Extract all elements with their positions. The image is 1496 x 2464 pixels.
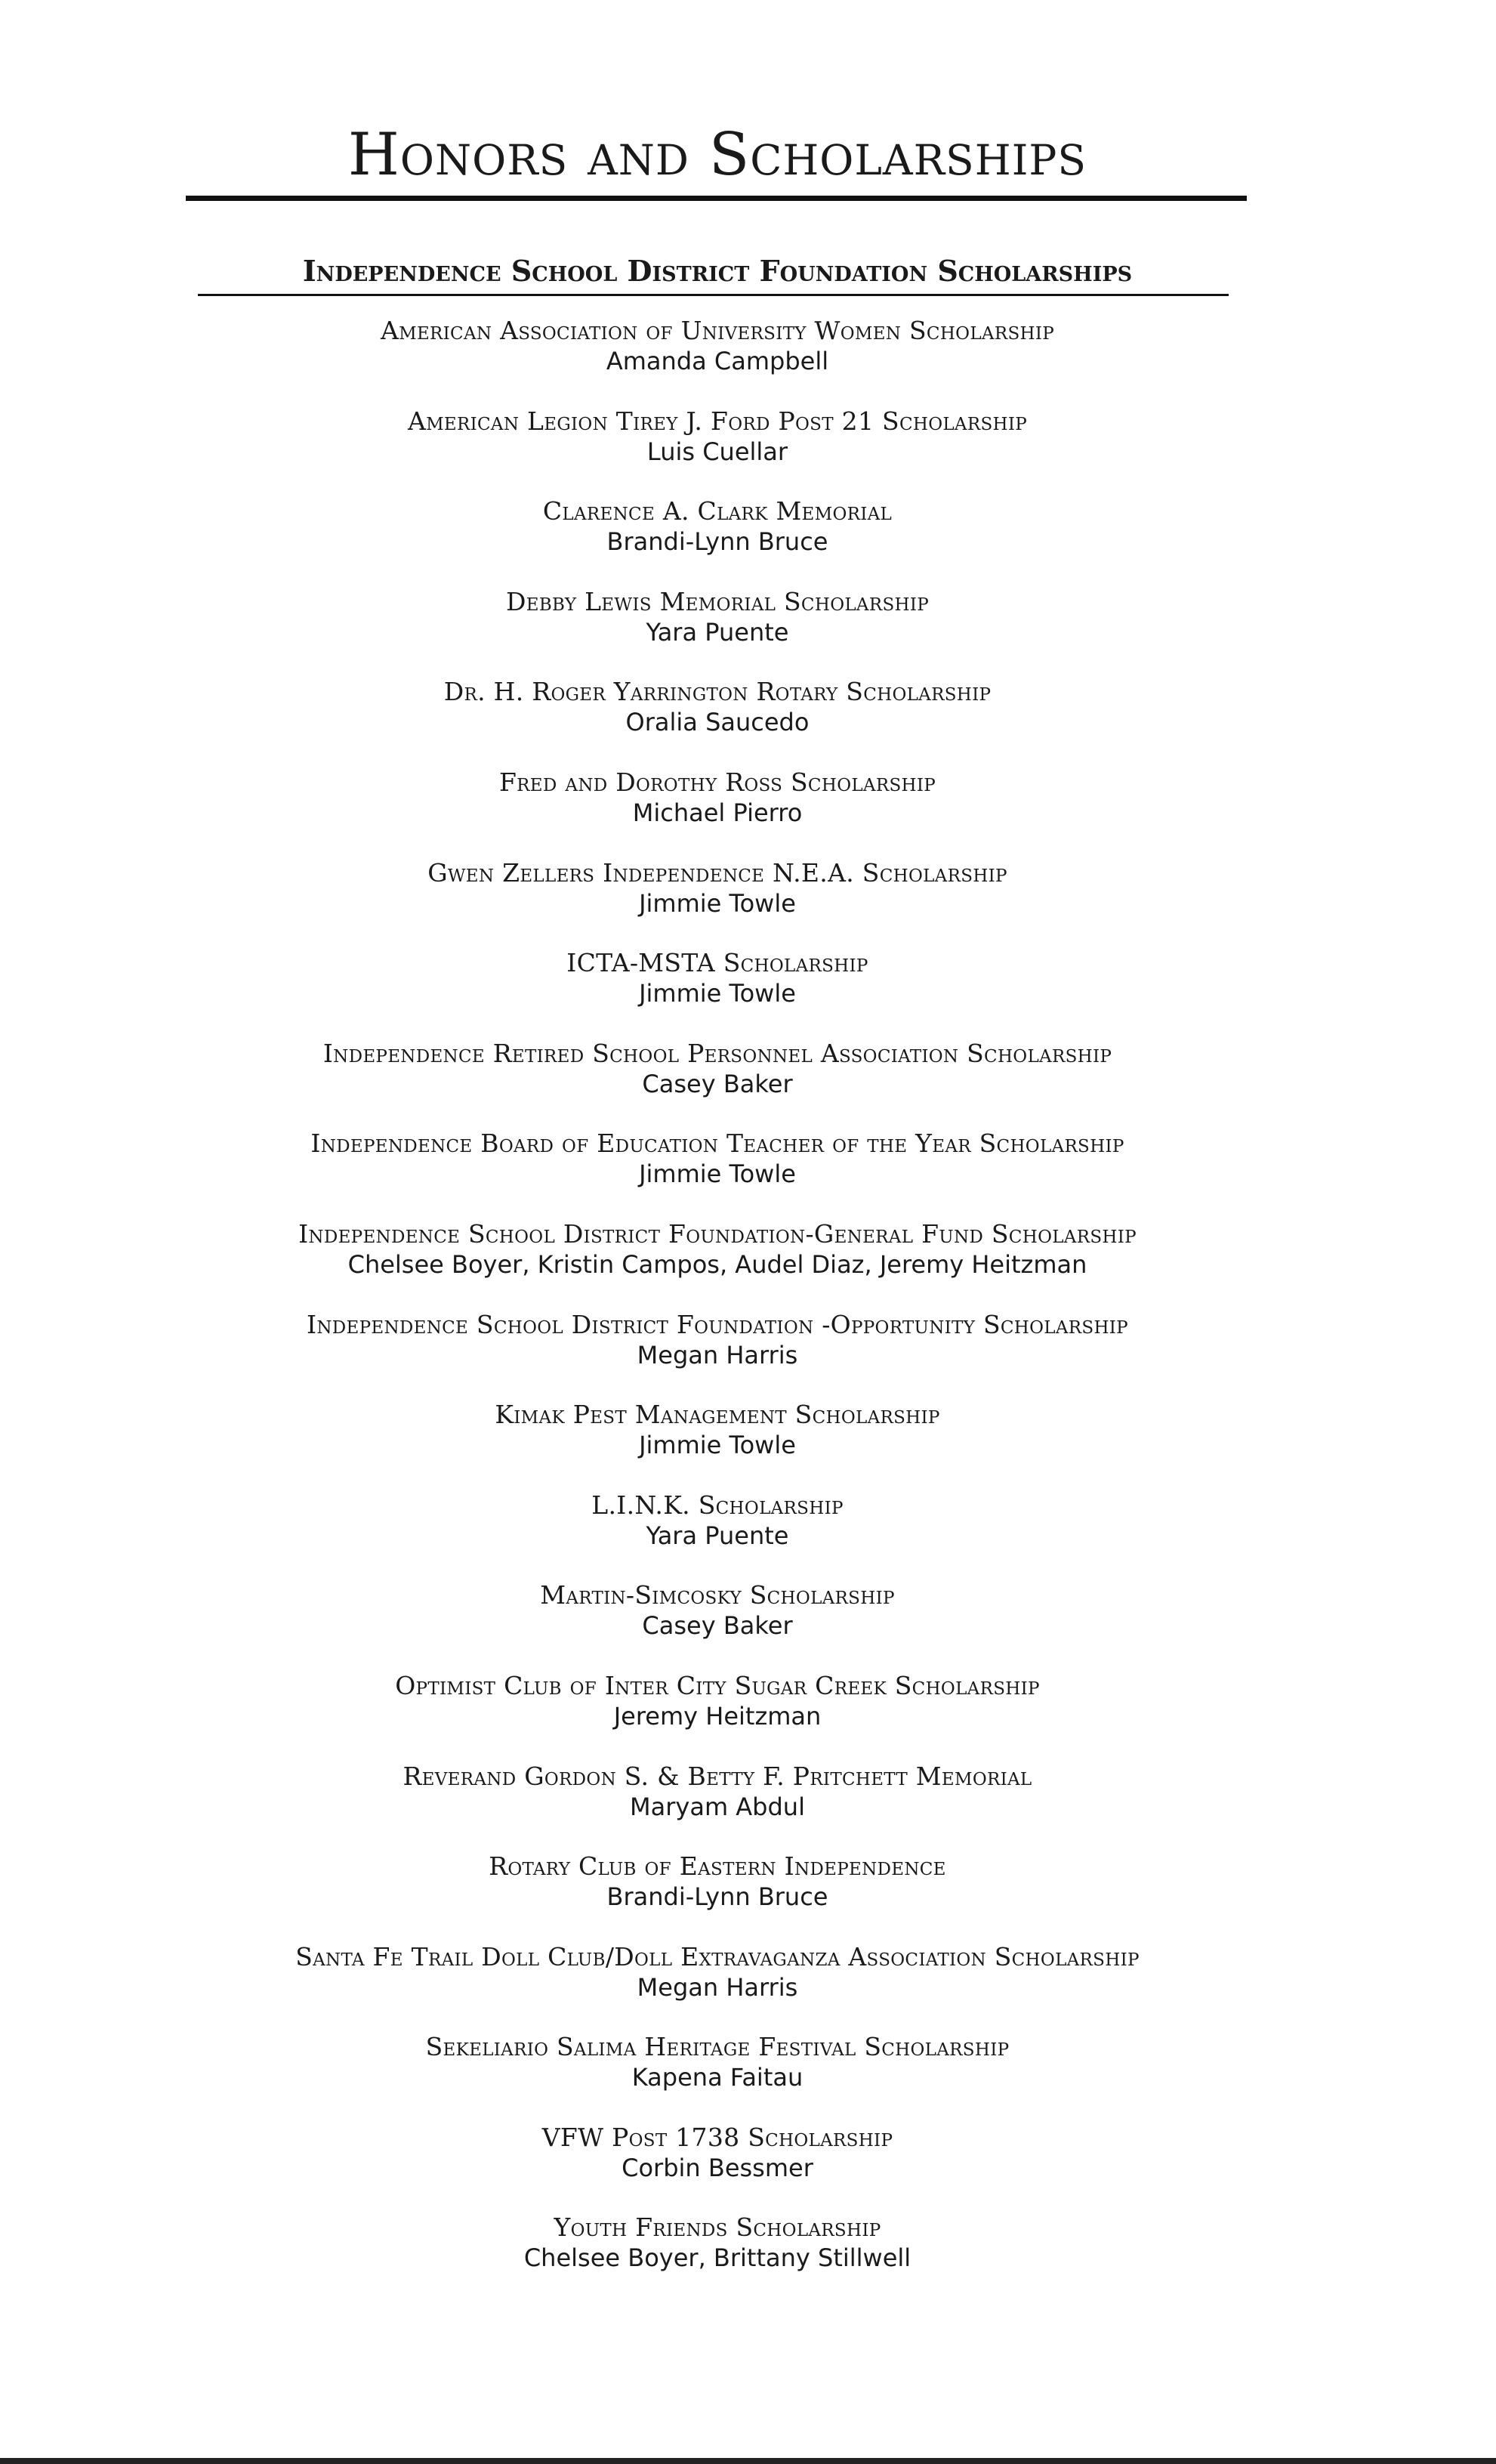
scholarship-name: Clarence A. Clark Memorial xyxy=(542,496,893,526)
scholarship-name: Fred and Dorothy Ross Scholarship xyxy=(498,767,936,797)
scholarship-entry xyxy=(0,1039,1435,1129)
scholarship-recipients: Michael Pierro xyxy=(632,798,803,827)
scholarship-name: Kimak Pest Management Scholarship xyxy=(495,1400,940,1430)
page-title: Honors and Scholarships xyxy=(347,121,1087,189)
scholarship-entry xyxy=(0,1942,1435,2033)
scholarship-recipients: Yara Puente xyxy=(646,1521,789,1550)
scholarship-name: Reverand Gordon S. & Betty F. Pritchett Memorial xyxy=(403,1761,1032,1791)
scholarship-entry xyxy=(0,767,1435,858)
scholarship-recipients: Jimmie Towle xyxy=(639,888,796,918)
scholarship-entry xyxy=(0,1490,1435,1581)
scholarship-recipients: Chelsee Boyer, Kristin Campos, Audel Diaz, Jeremy Heitzman xyxy=(347,1249,1087,1279)
scholarship-recipients: Megan Harris xyxy=(637,1972,798,2002)
scholarship-recipients: Jimmie Towle xyxy=(639,1159,796,1189)
scholarship-entry xyxy=(0,1219,1435,1310)
scholarship-recipients: Amanda Campbell xyxy=(606,347,829,375)
scholarship-recipients: Yara Puente xyxy=(646,617,789,647)
scholarship-name: ICTA-MSTA Scholarship xyxy=(566,948,868,978)
scholarship-name: Youth Friends Scholarship xyxy=(554,2212,881,2243)
scholarship-recipients: Casey Baker xyxy=(642,1611,793,1641)
scholarship-entry xyxy=(0,1671,1435,1762)
title-divider xyxy=(186,196,1247,201)
scholarship-name: Independence Board of Education Teacher of the Year Scholarship xyxy=(310,1129,1124,1159)
scholarship-entry xyxy=(0,1129,1435,1219)
scholarship-recipients: Jeremy Heitzman xyxy=(613,1701,822,1731)
scholarship-name: Sekeliario Salima Heritage Festival Scholarship xyxy=(425,2032,1010,2062)
scholarship-name: Gwen Zellers Independence N.E.A. Scholarship xyxy=(427,857,1007,888)
scholarship-entry xyxy=(0,2123,1435,2213)
scholarship-name: Martin-Simcosky Scholarship xyxy=(540,1580,895,1610)
scholarship-recipients: Megan Harris xyxy=(637,1340,798,1369)
scholarship-recipients: Brandi-Lynn Bruce xyxy=(606,527,828,557)
scholarship-entry xyxy=(0,1851,1435,1942)
scholarship-entry xyxy=(0,1310,1435,1400)
page-bottom-edge xyxy=(0,2458,1496,2464)
scholarship-recipients: Corbin Bessmer xyxy=(622,2153,813,2182)
scholarship-entry xyxy=(0,1580,1435,1671)
scholarship-name: Independence School District Foundation -Opportunity Scholarship xyxy=(307,1309,1128,1339)
scholarship-list xyxy=(0,316,1435,2303)
scholarship-recipients: Kapena Faitau xyxy=(631,2063,804,2092)
scholarship-name: Dr. H. Roger Yarrington Rotary Scholarship xyxy=(443,677,992,707)
scholarship-name: VFW Post 1738 Scholarship xyxy=(541,2122,893,2152)
scholarship-entry xyxy=(0,316,1435,406)
section-heading: Independence School District Foundation Scholarships xyxy=(302,254,1133,288)
scholarship-entry xyxy=(0,587,1435,678)
scholarship-entry xyxy=(0,858,1435,949)
scholarship-entry xyxy=(0,1762,1435,1852)
scholarship-entry xyxy=(0,2212,1435,2303)
scholarship-recipients: Brandi-Lynn Bruce xyxy=(606,1882,828,1912)
scholarship-recipients: Oralia Saucedo xyxy=(625,708,810,737)
scholarship-name: Rotary Club of Eastern Independence xyxy=(489,1851,946,1882)
scholarship-recipients: Jimmie Towle xyxy=(639,979,796,1008)
scholarship-recipients: Luis Cuellar xyxy=(646,437,788,466)
scholarship-name: L.I.N.K. Scholarship xyxy=(591,1490,844,1520)
scholarship-name: Independence School District Foundation-General Fund Scholarship xyxy=(298,1218,1137,1249)
scholarship-name: American Legion Tirey J. Ford Post 21 Scholarship xyxy=(407,406,1028,436)
scholarship-name: Santa Fe Trail Doll Club/Doll Extravaganza Association Scholarship xyxy=(295,1941,1140,1972)
scholarship-recipients: Maryam Abdul xyxy=(630,1792,805,1821)
scholarship-entry xyxy=(0,948,1435,1039)
scholarship-recipients: Casey Baker xyxy=(642,1069,793,1098)
section-divider xyxy=(198,294,1229,296)
scholarship-name: Independence Retired School Personnel Association Scholarship xyxy=(322,1038,1112,1068)
scholarship-name: American Association of University Women Scholarship xyxy=(380,316,1055,345)
scholarship-entry xyxy=(0,406,1435,497)
scholarship-entry xyxy=(0,496,1435,587)
scholarship-name: Debby Lewis Memorial Scholarship xyxy=(505,586,930,616)
scholarship-recipients: Chelsee Boyer, Brittany Stillwell xyxy=(523,2243,911,2273)
scholarship-entry xyxy=(0,2032,1435,2123)
scholarship-entry xyxy=(0,677,1435,767)
scholarship-entry xyxy=(0,1400,1435,1490)
scholarship-name: Optimist Club of Inter City Sugar Creek Scholarship xyxy=(395,1670,1040,1700)
scholarship-recipients: Jimmie Towle xyxy=(639,1431,796,1460)
